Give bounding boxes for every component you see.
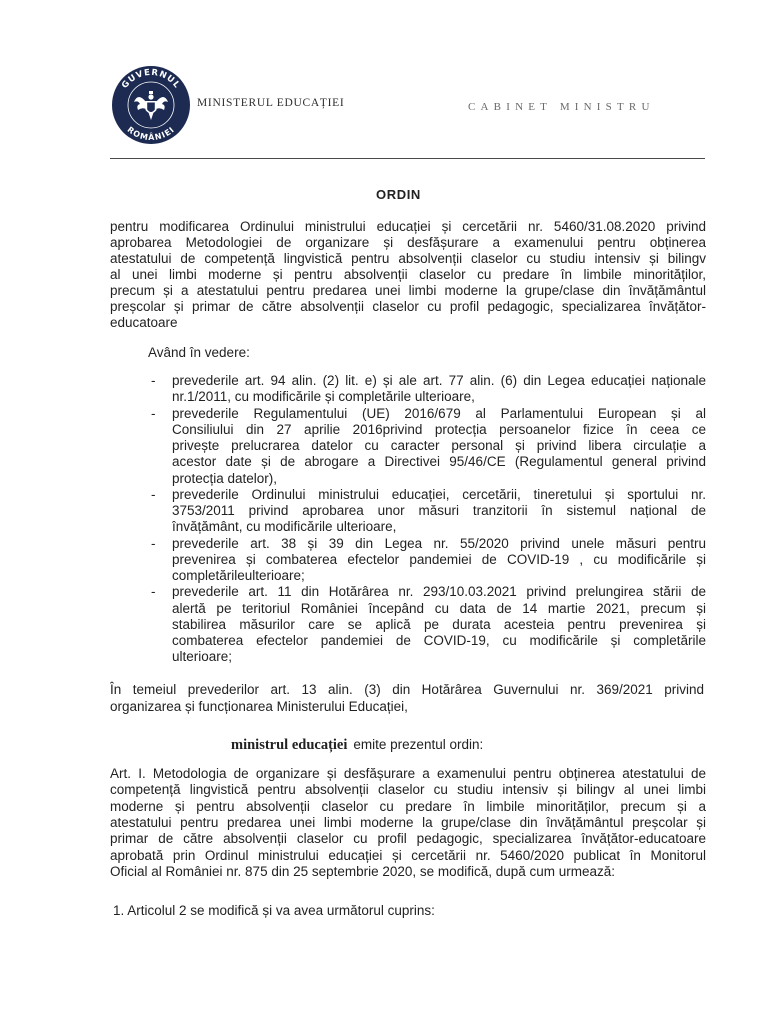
government-seal (111, 65, 191, 145)
article-line: moderne și pentru absolvenții claselor cu predare în limbile minorităților, precum și a (110, 798, 706, 814)
bullet-line: ulterioare; (172, 649, 233, 665)
bullet-line: nr.1/2011, cu modificările și completările ulterioare, (172, 389, 475, 405)
preamble-line: precum și a atestatului pentru predarea unei limbi moderne la grupe/clase din învățământul (110, 283, 706, 298)
bullet-line: prevederile art. 11 din Hotărârea nr. 293/10.03.2021 privind prelungirea stării de (172, 584, 706, 600)
considerations-list (148, 373, 706, 666)
preamble-line: pentru modificarea Ordinului ministrului educației și cercetării nr. 5460/31.08.2020 privind (110, 219, 706, 234)
bullet-line: prevederile art. 94 alin. (2) lit. e) și ale art. 77 alin. (6) din Legea educației naționale (172, 373, 706, 388)
article-line: atestatului pentru predarea unei limbi moderne la grupe/clase din învățământul preșcolar și (110, 814, 706, 830)
bullet-line: combaterea efectelor pandemiei de COVID-19, cu modificările și completările (172, 633, 706, 648)
article-line: competență lingvistică pentru absolvenții claselor cu studiu intensiv și bilingv al unei limbi (110, 782, 706, 798)
enacting-clause (231, 735, 483, 755)
enacting-subject: ministrul educației (231, 737, 348, 753)
bullet-marker: - (151, 373, 156, 388)
seal-top-text: GUVERNUL (120, 67, 182, 91)
bullet-line: stabilirea măsurilor care se aplică pe durata acesteia pentru prevenirea și (172, 616, 706, 632)
bullet-line: învățământ, cu modificările ulterioare, (172, 519, 397, 535)
legal-basis (110, 681, 704, 715)
preamble-line: educatoare (110, 315, 178, 330)
bullet-line: prevederile Ordinului ministrului educației, cercetării, tineretului și sportului nr. (172, 486, 706, 502)
header-divider (110, 158, 705, 159)
document-title: ORDIN (376, 187, 421, 202)
bullet-marker: - (151, 535, 156, 551)
consideration-item (148, 373, 706, 406)
bullet-line: privește prelucrarea datelor cu caracter personal și privind libera circulație a (172, 438, 706, 453)
bullet-marker: - (151, 486, 156, 502)
bullet-line: prevederile art. 38 și 39 din Legea nr. 55/2020 privind unele măsuri pentru (172, 535, 706, 551)
consideration-item (148, 536, 706, 585)
preamble-line: preșcolar și primar de către absolvenții claselor cu profil pedagogic, specializarea învățător- (110, 299, 706, 314)
basis-line: În temeiul prevederilor art. 13 alin. (3) din Hotărârea Guvernului nr. 369/2021 privind (110, 682, 704, 697)
bullet-line: 3753/2011 privind aprobarea unor măsuri tranzitorii în sistemul național de (172, 503, 706, 518)
bullet-line: alertă pe teritoriul României începând cu data de 14 martie 2021, precum și (172, 600, 706, 616)
consideration-item (148, 406, 706, 487)
cabinet-label: CABINET MINISTRU (468, 101, 655, 113)
article-line: Art. I. Metodologia de organizare și desfășurare a examenului pentru obținerea atestatului de (110, 766, 706, 781)
order-subject (110, 219, 706, 331)
bullet-line: prevederile Regulamentului (UE) 2016/679 al Parlamentului European și al (172, 405, 706, 421)
preamble-line: atestatului de competență lingvistică pentru absolvenții claselor cu studiu intensiv și bilingv (110, 251, 706, 266)
ministry-name: MINISTERUL EDUCAȚIEI (197, 97, 345, 109)
considering-heading: Având în vedere: (148, 345, 250, 360)
article-line: Oficial al României nr. 875 din 25 septembrie 2020, se modifică, după cum urmează: (110, 863, 616, 879)
consideration-item (148, 584, 706, 665)
bullet-line: protecția datelor), (172, 470, 278, 486)
bullet-line: acestor date și de abrogare a Directivei 95/46/CE (Regulamentul general privind (172, 454, 706, 470)
seal-bottom-text: ROMÂNIEI (125, 124, 177, 143)
bullet-line: completărileulterioare; (172, 568, 305, 583)
article-line: primar de către absolvenții claselor cu profil pedagogic, specializarea învățător-educatoare (110, 831, 706, 847)
bullet-line: prevenirea și combaterea efectelor pandemiei de COVID-19 , cu modificările și (172, 551, 706, 567)
preamble-line: al unei limbi moderne și pentru absolvenții claselor cu predare în limbile minorităților, (110, 267, 706, 282)
article-line: aprobată prin Ordinul ministrului educației și cercetării nr. 5460/2020 publicat în Monitorul (110, 847, 706, 863)
consideration-item (148, 487, 706, 536)
preamble-line: aprobarea Metodologiei de organizare și desfășurare a examenului pentru obținerea (110, 235, 706, 250)
bullet-marker: - (151, 405, 156, 421)
amendment-item-1: 1. Articolul 2 se modifică și va avea următorul cuprins: (113, 903, 435, 918)
basis-line: organizarea și funcționarea Ministerului Educației, (110, 699, 408, 714)
bullet-marker: - (151, 584, 156, 600)
enacting-text: emite prezentul ordin: (353, 737, 484, 752)
bullet-line: Consiliului din 27 aprilie 2016privind protecția persoanelor fizice în ceea ce (172, 421, 706, 437)
article-1 (110, 766, 706, 880)
